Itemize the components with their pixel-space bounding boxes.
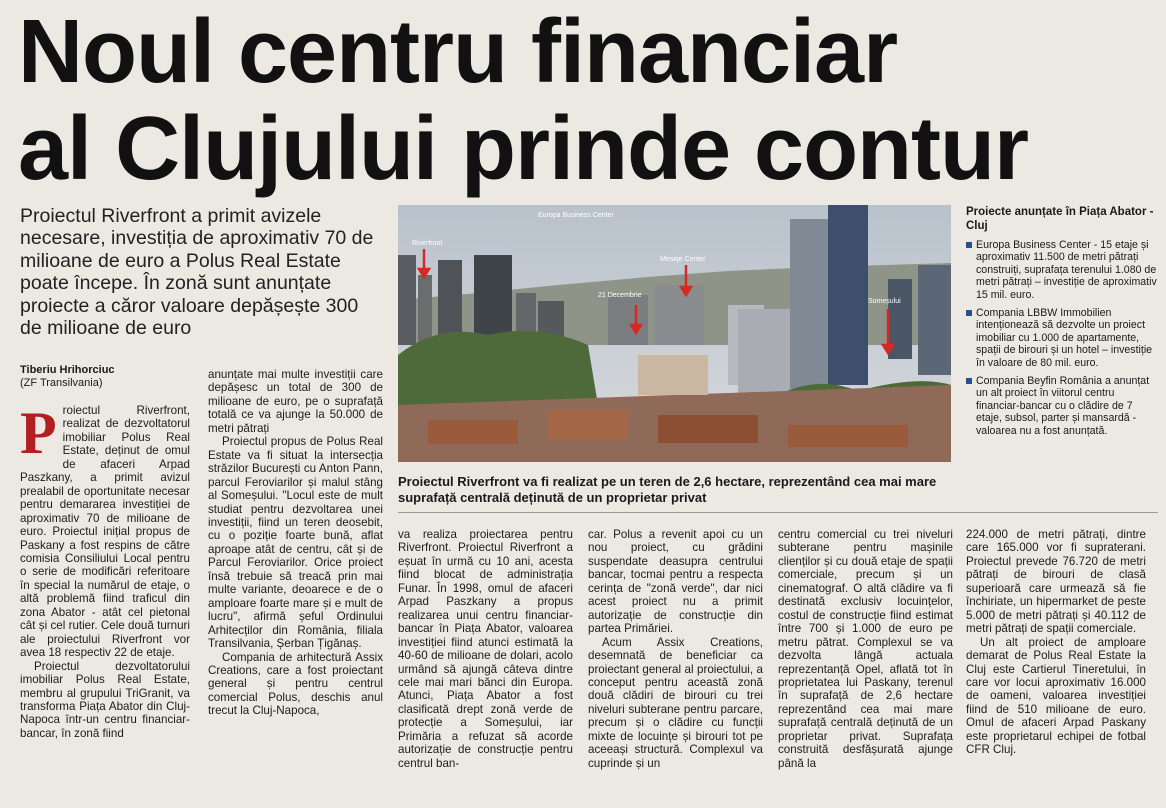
square-bullet-icon [966,310,972,316]
article-column-3 [398,528,573,770]
article-paragraph: Compania de arhitectură Assix Creations, care a fost proiectant general și pentru centrul comercial Polus, deschis anul trecut la Cluj-Napoca, [208,650,383,718]
article-paragraph: Proiectul dezvoltatorului imobiliar Polus Real Estate, membru al grupului TriGranit, va transforma Piața Abator din Cluj-Napoca într-un centru financiar-bancar, în zonă fiind [20,659,190,740]
square-bullet-icon [966,378,972,384]
author-byline [20,364,115,390]
roofs [428,420,518,444]
article-paragraph: va realiza proiectarea pentru Riverfront. Proiectul Riverfront a eșuat în urmă cu 10 ani, acesta fiind blocat de administrația Funar. În 1998, omul de afaceri Arpad Paszkany a propus realizarea unui centru financiar-bancar în Piața Abator, valoarea investiției fiind atunci estimată la 40-60 de milioane de dolari, acolo urmând să ajungă câteva dintre cele mai mari bănci din Europa. Atunci, Piața Abator a fost clasificată drept zonă verde de protecție a Someșului, iar Primăria a refuzat să acorde autorizație de construcție pentru centrul ban- [398,528,573,770]
sidebar-item [966,239,1158,301]
article-paragraph: Proiectul propus de Polus Real Estate va fi situat la intersecția străzilor București cu Anton Pann, parcul Feroviarilor și malul stâng al Someșului. "Locul este de mult studiat pentru dezvoltarea unei investiții, fiind un teren deosebit, cu o poziție foarte bună, aflat aproape atât de centru, cât și de Parcul Feroviarilor. Orice proiect însă trebuie să treacă prin mai multe variante, deoarece e de o amploare foarte mare și e mult de lucru", afirmă șeful Ordinului Arhitecților din România, filiala Transilvania, Șerban Țigănaș. [208,435,383,651]
article-paragraph: Acum Assix Creations, desemnată de beneficiar ca proiectant general al proiectului, a conceput pentru această zonă două clădiri de birouri cu trei niveluri subterane pentru parcare, precum și o clădire cu funcții mixte de locuințe și birouri tot pe aceeași structură. Complexul va cuprinde și un [588,635,763,770]
article-column-1 [20,400,190,740]
sidebar-box [966,205,1158,443]
tower-right [828,205,868,385]
sidebar-item [966,307,1158,369]
headline [18,4,1158,198]
drop-cap: P [20,400,57,466]
article-column-5 [778,528,953,770]
headline-line-2: al Clujului prinde contur [18,99,1028,199]
photo-label-someș: Someșului [868,298,901,305]
sidebar-item-text: Compania LBBW Immobilien intenționează să dezvolte un proiect imobiliar cu 1.000 de apartamente, spații de birouri și un hotel – investiție în valoare de 80 mil. euro. [976,307,1153,369]
author-name: Tiberiu Hrihorciuc [20,364,115,376]
article-column-6 [966,528,1146,757]
sidebar-item-text: Europa Business Center - 15 etaje și aproximativ 11.500 de metri pătrați construiți, suprafața terenului 1.080 de metri pătrați – investiție de aproximativ 15 mil. euro. [976,239,1157,301]
article-paragraph: car. Polus a revenit apoi cu un nou proiect, cu grădini suspendate deasupra centrului bancar, tocmai pentru a respecta cerința de "zonă verde", dar nici acest proiect nu a primit autorizație de construcție din partea Primăriei. [588,528,763,636]
photo-label-riverfront: Riverfront [412,240,443,247]
article-column-2 [208,368,383,718]
photo-label-center: Mesaje Center [660,256,706,263]
photo-caption: Proiectul Riverfront va fi realizat pe un teren de 2,6 hectare, reprezentând cea mai mare suprafață centrală deținută de un proprietar privat [398,474,937,505]
article-paragraph: 224.000 de metri pătrați, dintre care 165.000 vor fi supraterani. Proiectul prevede 76.720 de metri pătrați de birouri de clasă superioară care urmează să fie închiriate, un hipermarket de peste 5.000 de metri pătrați și 40.112 de metri pătrați de spații comerciale. [966,528,1146,636]
headline-line-1: Noul centru financiar [18,2,898,102]
article-paragraph: Un alt proiect de amploare demarat de Polus Real Estate la Cluj este Cartierul Tineretului, în care vor locui aproximativ 16.000 de oameni, valoarea investiției fiind de 510 milioane de euro. Omul de afaceri Arpad Paskany este proprietarul echipei de fotbal CFR Cluj. [966,635,1146,757]
sidebar-item [966,375,1158,437]
author-affiliation: (ZF Transilvania) [20,377,103,389]
article-paragraph: centru comercial cu trei niveluri subterane pentru mașinile clienților și cu două etaje de spații comerciale, precum și un cinematograf. O altă clădire va fi destinată exclusiv locuințelor, costul de construcție fiind estimat între 700 și 1.000 de euro pe metru pătrat. Complexul se va dezvolta lângă actuala reprezentanță Opel, aflată tot în proprietatea lui Paskany, terenul în suprafață de 2,6 hectare reprezentând cea mai mare suprafață centrală deținută de un proprietar privat. Suprafața construită desfășurată ajunge până la [778,528,953,770]
article-column-4 [588,528,763,770]
section-divider [398,512,1158,513]
photo-label-21-decembrie: 21 Decembrie [598,292,642,299]
skyline-photo [398,205,951,462]
article-paragraph: anunțate mai multe investiții care depășesc un total de 300 de milioane de euro, pe o suprafață totală ce va ajunge la 50.000 de metri pătrați [208,368,383,435]
skyline-illustration [398,205,951,462]
lead-paragraph: Proiectul Riverfront a primit avizele necesare, investiția de aproximativ 70 de milioane de euro a Polus Real Estate poate începe. În zonă sunt anunțate proiecte a căror valoare depășește 300 de milioane de euro [20,205,374,340]
trees [398,331,598,405]
sidebar-title: Proiecte anunțate în Piața Abator - Cluj [966,206,1154,232]
square-bullet-icon [966,242,972,248]
paragraph-text: roiectul Riverfront, realizat de dezvoltatorul imobiliar Polus Real Estate, deținut de omul de afaceri Arpad Paszkany, a primit avizul prealabil de oportunitate necesar pentru demararea investiției de aproximativ 70 de milioane de euro. Proiectul inițial propus de Paskany a fost respins de către comisia Consiliului Local pentru o serie de modificări referitoare în special la numărul de etaje, o altă problemă fiind traficul din zona Abator - atât cel pietonal cât și cel rutier. Cele două turnuri ale proiectului Riverfront vor avea 18 respectiv 22 de etaje. [20,404,190,660]
photo-label-top: Europa Business Center [538,212,614,219]
article-paragraph [20,400,190,660]
sidebar-item-text: Compania Beyfin România a anunțat un alt proiect în viitorul centru financiar-bancar cu o clădire de 7 etaje, subsol, parter și mansardă - valoarea nu a fost anunțată. [976,375,1150,437]
